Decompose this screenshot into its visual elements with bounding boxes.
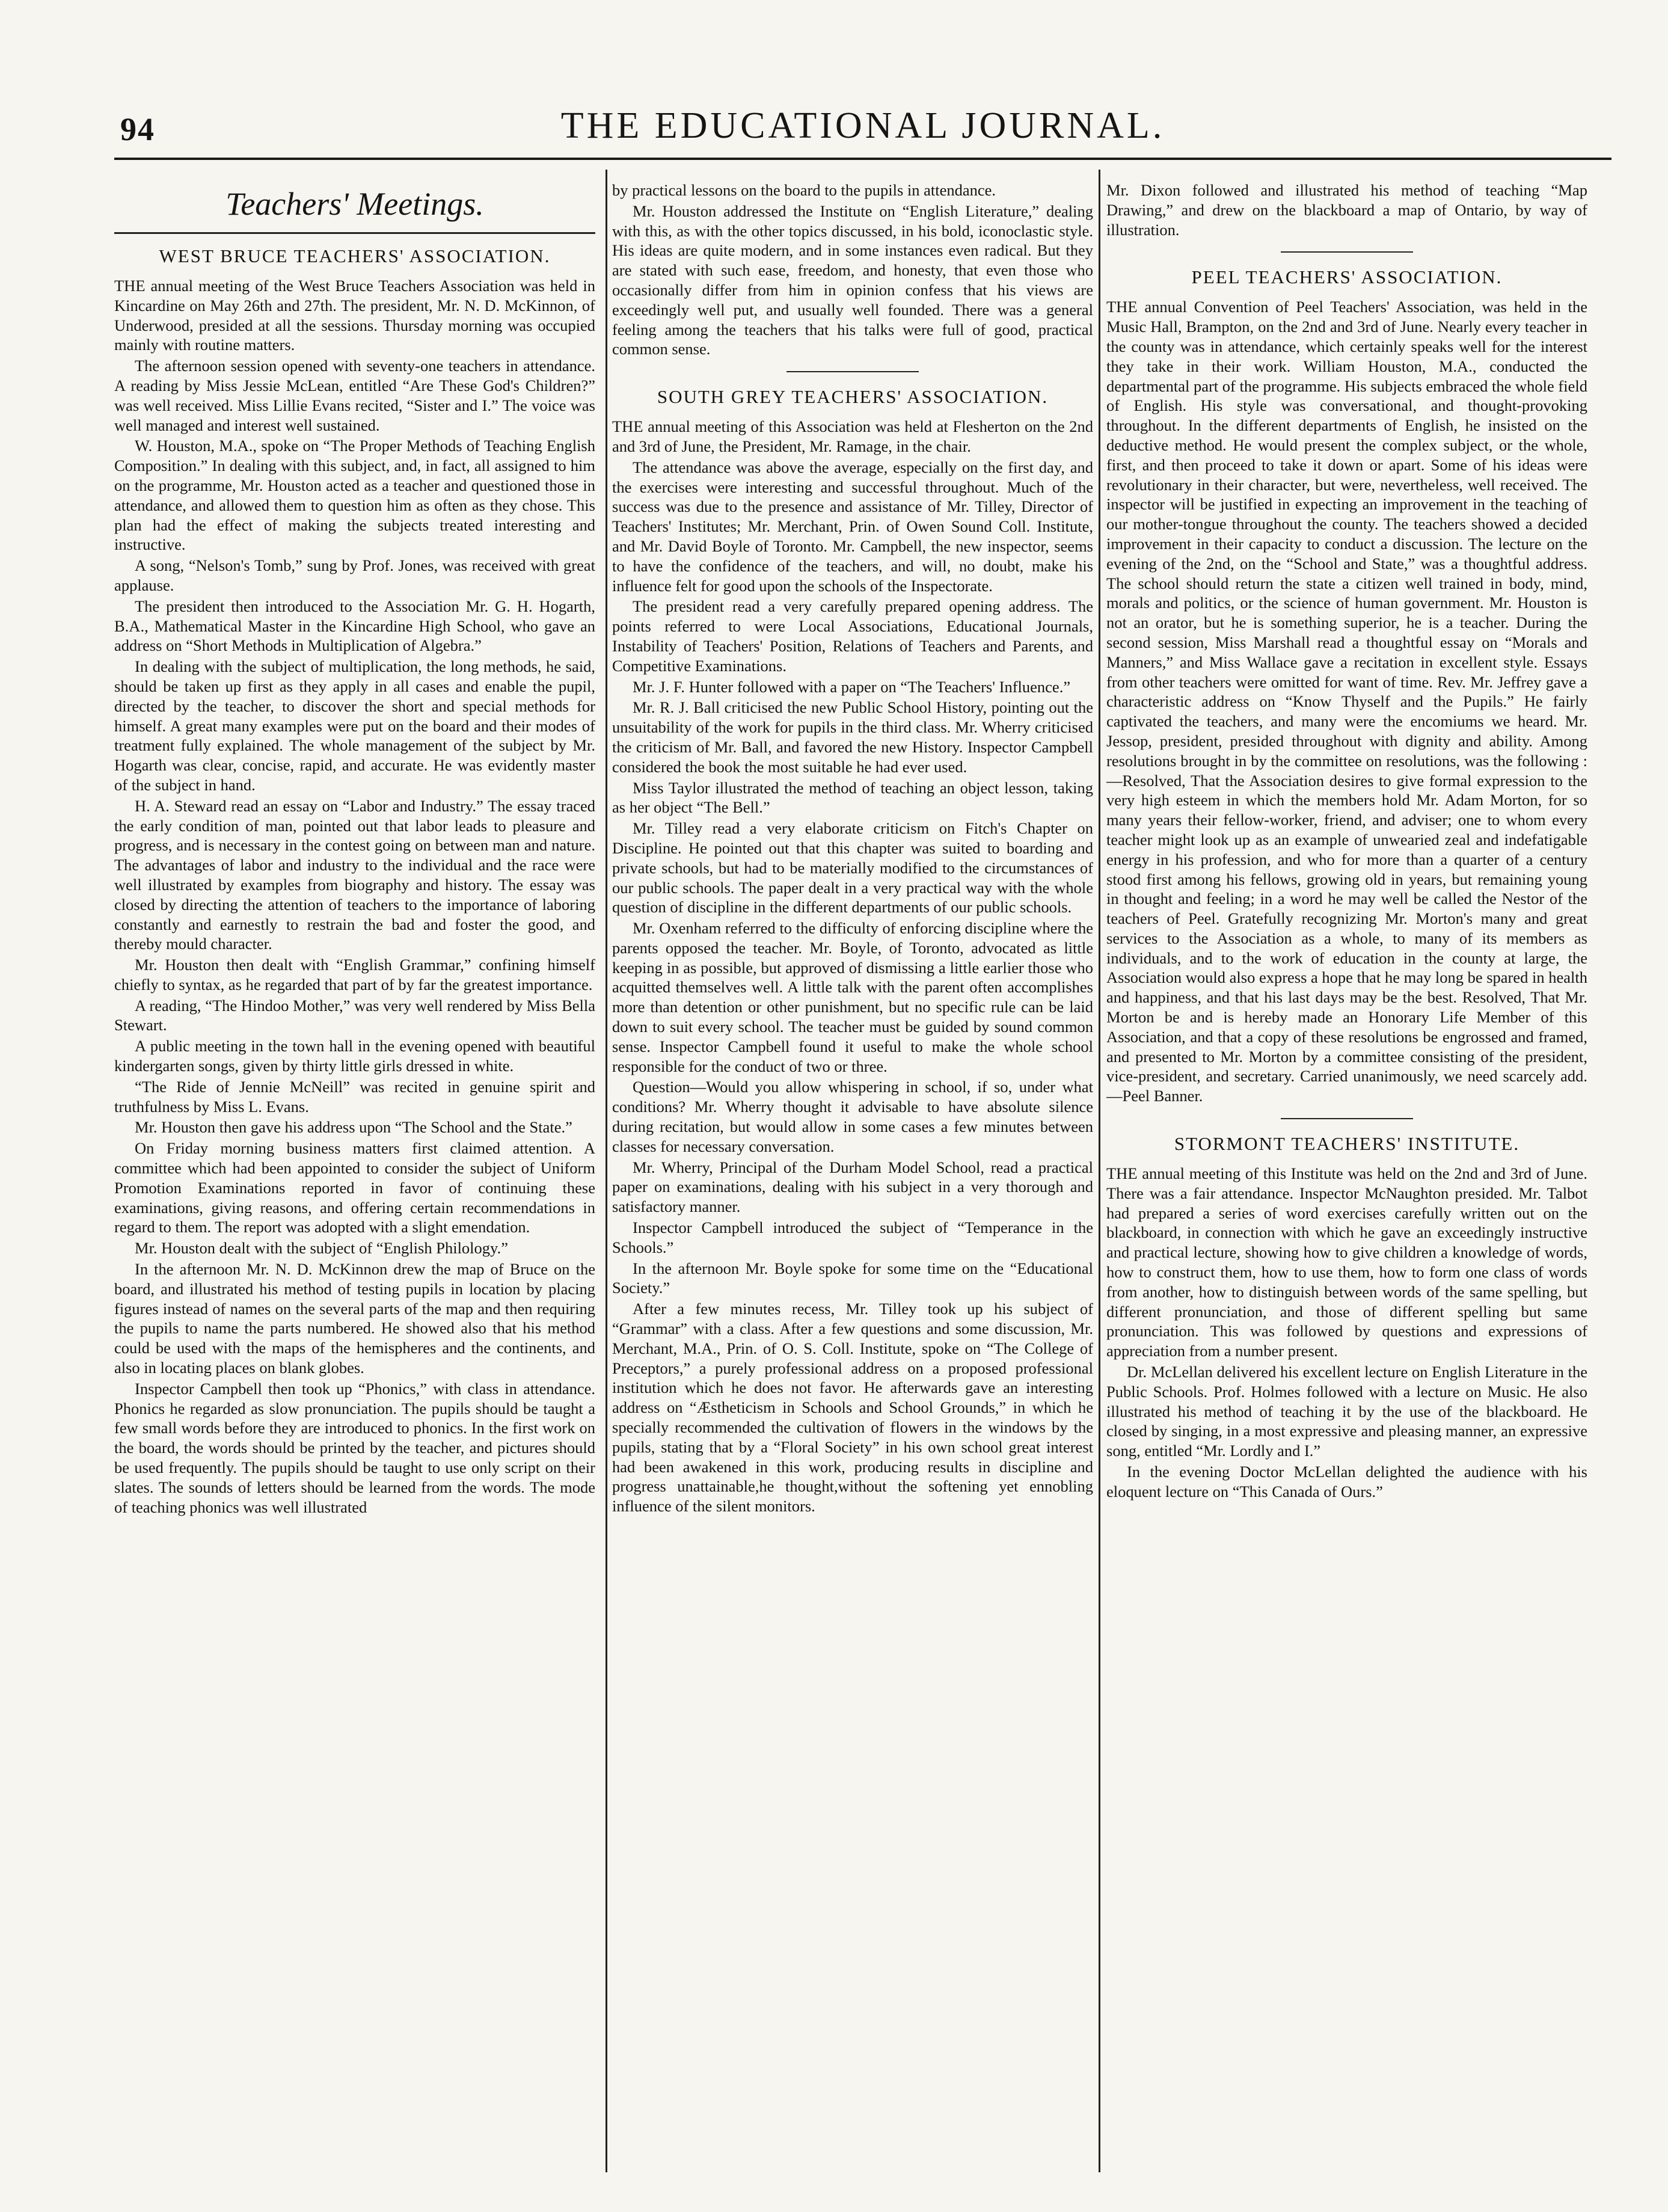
page-heading: Teachers' Meetings. <box>225 186 484 222</box>
section-title-peel: PEEL TEACHERS' ASSOCIATION. <box>1191 266 1503 288</box>
paragraph: A public meeting in the town hall in the evening opened with beautiful kindergarten songs, given by thirty little girls dressed in white. <box>114 1037 595 1075</box>
paragraph: Mr. Tilley read a very elaborate criticism on Fitch's Chapter on Discipline. He pointed out that this chapter was suited to boarding and private schools, but had to be materially modified to the circumstances of our public schools. The paper dealt in a very practical way with the whole question of discipline in the different departments of our public schools. <box>612 819 1093 917</box>
column-divider <box>606 170 607 2172</box>
paragraph: W. Houston, M.A., spoke on “The Proper Methods of Teaching English Composition.” In dealing with this subject, and, in fact, all assigned to him on the programme, Mr. Houston acted as a teacher and questioned those in attendance, and allowed them to question him as often as they chose. This plan had the effect of making the subjects treated interesting and instructive. <box>114 437 595 554</box>
paragraph: by practical lessons on the board to the pupils in attendance. <box>612 181 996 199</box>
section-rule <box>1281 251 1413 253</box>
header-rule <box>114 158 1611 160</box>
journal-title: THE EDUCATIONAL JOURNAL. <box>560 105 1165 146</box>
section-title-stormont: STORMONT TEACHERS' INSTITUTE. <box>1174 1133 1520 1155</box>
paragraph: Mr. Houston dealt with the subject of “English Philology.” <box>135 1239 508 1258</box>
paragraph: The president read a very carefully prepared opening address. The points referred to were Local Associations, Educational Journals, Instability of Teachers' Position, Relations of Teachers and Parents, and Competitive Examinations. <box>612 597 1093 675</box>
paragraph: In the afternoon Mr. Boyle spoke for some time on the “Educational Society.” <box>612 1259 1093 1297</box>
heading-rule <box>114 232 595 234</box>
page-header <box>114 101 1611 155</box>
paragraph: THE annual meeting of this Association was held at Flesherton on the 2nd and 3rd of June, the President, Mr. Ramage, in the chair. <box>612 417 1093 455</box>
paragraph: H. A. Steward read an essay on “Labor and Industry.” The essay traced the early condition of man, pointed out that labor leads to pleasure and progress, and is necessary in the contest going on between man and nature. The advantages of labor and industry to the individual and the race were well illustrated by examples from biography and history. The essay was closed by directing the attention of teachers to the importance of laboring constantly and earnestly to restrain the bad and foster the good, and thereby mould character. <box>114 796 595 953</box>
paragraph: The afternoon session opened with seventy-one teachers in attendance. A reading by Miss Jessie McLean, entitled “Are These God's Children?” was well received. Miss Lillie Evans recited, “Sister and I.” The voice was well managed and interest well sustained. <box>114 357 595 434</box>
paragraph: After a few minutes recess, Mr. Tilley took up his subject of “Grammar” with a class. After a few questions and some discussion, Mr. Merchant, M.A., Prin. of O. S. Coll. Institute, spoke on “The College of Preceptors,” a purely professional address on a proposed professional institution which he does not favor. He afterwards gave an interesting address on “Æstheticism in Schools and School Grounds,” in which he specially recommended the cultivation of flowers in the windows by the pupils, stating that by a “Floral Society” in his own school great interest had been awakened in this work, producing results in discipline and progress unattainable,he thought,without the softening yet ennobling influence of the silent monitors. <box>612 1300 1093 1516</box>
paragraph: Mr. Wherry, Principal of the Durham Model School, read a practical paper on examinations, dealing with his subject in a very thorough and satisfactory manner. <box>612 1158 1093 1216</box>
section-rule <box>1281 1118 1413 1119</box>
paragraph: Mr. Oxenham referred to the difficulty of enforcing discipline where the parents opposed the teacher. Mr. Boyle, of Toronto, advocated as little keeping in as possible, but approved of dismissing a little earlier those who acquitted themselves well. A little talk with the parent often accomplishes more than detention or other punishment, but no specific rule can be laid down to suit every school. The teacher must be guided by sound common sense. Inspector Campbell found it useful to make the whole school responsible for the conduct of two or three. <box>612 919 1093 1075</box>
paragraph: A song, “Nelson's Tomb,” sung by Prof. Jones, was received with great applause. <box>114 556 595 594</box>
paragraph: Mr. Houston addressed the Institute on “English Literature,” dealing with this, as with the other topics discussed, in his bold, iconoclastic style. His ideas are quite modern, and in some instances even radical. But they are stated with such ease, freedom, and honesty, that even those who occasionally differ from him in opinion confess that his views are exceedingly well put, and usually well founded. There was a general feeling among the teachers that his talks were full of good, practical common sense. <box>612 201 1093 358</box>
page-number: 94 <box>120 111 155 147</box>
paragraph: Inspector Campbell introduced the subject of “Temperance in the Schools.” <box>612 1218 1093 1256</box>
paragraph: Inspector Campbell then took up “Phonics,” with class in attendance. Phonics he regarded as slow pronunciation. The pupils should be taught a few small words before they are introduced to phonics. In the first work on the board, the words should be printed by the teacher, and pictures should be used frequently. The pupils should be taught to use only script on their slates. The sounds of letters should be learned from the words. The mode of teaching phonics was well illustrated <box>114 1379 595 1516</box>
column-divider <box>1099 170 1100 2172</box>
section-title-south-grey: SOUTH GREY TEACHERS' ASSOCIATION. <box>657 386 1049 408</box>
paragraph: The attendance was above the average, especially on the first day, and the exercises were interesting and successful throughout. Much of the success was due to the presence and assistance of Mr. Tilley, Director of Teachers' Institutes; Mr. Merchant, Prin. of Owen Sound Coll. Institute, and Mr. David Boyle of Toronto. Mr. Campbell, the new inspector, seems to have the confidence of the teachers, and will, no doubt, make his influence felt for good upon the schools of the Inspectorate. <box>612 458 1093 595</box>
column-3 <box>1106 180 1587 2165</box>
paragraph: Mr. R. J. Ball criticised the new Public School History, pointing out the unsuitability of the work for pupils in the third class. Mr. Wherry criticised the criticism of Mr. Ball, and favored the new History. Inspector Campbell considered the book the most suitable he had ever used. <box>612 698 1093 776</box>
paragraph: In dealing with the subject of multiplication, the long methods, he said, should be taken up first as they apply in all cases and enable the pupil, directed by the teacher, to discover the short and special methods for himself. A great many examples were put on the board and their modes of treatment fully explained. The whole management of the subject by Mr. Hogarth was clear, concise, rapid, and accurate. He was evidently master of the subject in hand. <box>114 657 595 794</box>
paragraph: The president then introduced to the Association Mr. G. H. Hogarth, B.A., Mathematical Master in the Kincardine High School, who gave an address on “Short Methods in Multiplication of Algebra.” <box>114 597 595 655</box>
section-rule <box>786 371 919 372</box>
paragraph: THE annual Convention of Peel Teachers' Association, was held in the Music Hall, Brampton, on the 2nd and 3rd of June. Nearly every teacher in the county was in attendance, which certainly speaks well for the interest they take in their work. William Houston, M.A., conducted the departmental part of the programme. His subjects embraced the whole field of English. His style was conversational, and thought-provoking throughout. In the different departments of English, he insisted on the deductive method. He would present the complex subject, or the whole, first, and then proceed to take it down or apart. Some of his ideas were revolutionary in their character, but were, nevertheless, well received. The inspector will be justified in expecting an improvement in the teaching of our mother-tongue throughout the county. The teachers showed a decided improvement in their capacity to conduct a discussion. The lecture on the evening of the 2nd, on the “School and State,” was a thoughtful address. The school should return the state a citizen well trained in body, mind, morals and politics, or the science of human government. Mr. Houston is not an orator, but he is something superior, he is a teacher. During the second session, Miss Marshall read a thoughtful essay on “Morals and Manners,” and Miss Wallace gave a recitation in excellent style. Essays from other teachers were omitted for want of time. Rev. Mr. Jeffrey gave a characteristic address on “Know Thyself and the Pupils.” He fairly captivated the teachers, and many were the encomiums we heard. Mr. Jessop, president, presided throughout with dignity and ability. Among resolutions brought in by the committee on resolutions, was the following :—Resolved, That the Association desires to give formal expression to the very high esteem in which the members hold Mr. Adam Morton, for so many years their fellow-worker, friend, and adviser; one to whom every teacher might look up as an example of unwearied zeal and indefatigable energy in his profession, and who for more than a quarter of a century stood first among his fellows, growing old in years, but remaining young in thought and feeling; in a word he may well be called the Nestor of the teachers of Peel. Gratefully recognizing Mr. Morton's many and great services to the Association as a whole, to many of its members as individuals, and to the work of education in the county at large, the Association would also express a hope that he may long be spared in health and happiness, and that his last days may be the best. Resolved, That Mr. Morton be and is hereby made an Honorary Life Member of this Association, and that a copy of these resolutions be engrossed and framed, and presented to Mr. Morton by a committee consisting of the president, vice-president, and secretary. Carried unanimously, we need scarcely add.—Peel Banner. <box>1106 298 1587 1105</box>
paragraph: Mr. Houston then gave his address upon “The School and the State.” <box>135 1118 572 1137</box>
paragraph: On Friday morning business matters first claimed attention. A committee which had been appointed to consider the subject of Uniform Promotion Examinations reported in favor of continuing these examinations, giving reasons, and offering certain recommendations in regard to them. The report was adopted with a slight emendation. <box>114 1139 595 1237</box>
paragraph: THE annual meeting of this Institute was held on the 2nd and 3rd of June. There was a fair attendance. Inspector McNaughton presided. Mr. Talbot had prepared a series of word exercises carefully written out on the blackboard, in connection with which he gave an exceedingly instructive and practical lecture, showing how to give children a knowledge of words, how to construct them, how to use them, how to form one class of words from another, how to distinguish between words of the same spelling, but different pronunciation, and those of different spelling but same pronunciation. This was followed by questions and expressions of appreciation from a number present. <box>1106 1164 1587 1360</box>
paragraph: Miss Taylor illustrated the method of teaching an object lesson, taking as her object “The Bell.” <box>612 778 1093 817</box>
paragraph: Mr. Dixon followed and illustrated his method of teaching “Map Drawing,” and drew on the blackboard a map of Ontario, by way of illustration. <box>1106 181 1587 239</box>
paragraph: THE annual meeting of the West Bruce Teachers Association was held in Kincardine on May 26th and 27th. The president, Mr. N. D. McKinnon, of Underwood, presided at all the sessions. Thursday morning was occupied mainly with routine matters. <box>114 277 595 354</box>
section-title-west-bruce: WEST BRUCE TEACHERS' ASSOCIATION. <box>159 245 551 266</box>
column-1 <box>114 180 595 2165</box>
paragraph: In the afternoon Mr. N. D. McKinnon drew the map of Bruce on the board, and illustrated his method of testing pupils in location by placing figures instead of names on the several parts of the map and then requiring the pupils to name the parts numbered. He showed also that his method could be used with the maps of the hemispheres and the continents, and also in locating places on blank globes. <box>114 1260 595 1377</box>
paragraph: In the evening Doctor McLellan delighted the audience with his eloquent lecture on “This Canada of Ours.” <box>1106 1463 1587 1501</box>
paragraph: Dr. McLellan delivered his excellent lecture on English Literature in the Public Schools. Prof. Holmes followed with a lecture on Music. He also illustrated his method of teaching it by the use of the blackboard. He closed by singing, in a most expressive and pleasing manner, an expressive song, entitled “Mr. Lordly and I.” <box>1106 1363 1587 1460</box>
paragraph: Mr. J. F. Hunter followed with a paper on “The Teachers' Influence.” <box>633 677 1071 696</box>
paragraph: “The Ride of Jennie McNeill” was recited in genuine spirit and truthfulness by Miss L. Evans. <box>114 1077 595 1116</box>
paragraph: Mr. Houston then dealt with “English Grammar,” confining himself chiefly to syntax, as he regarded that part of by far the greatest importance. <box>114 956 595 994</box>
column-2 <box>612 180 1093 2165</box>
paragraph: A reading, “The Hindoo Mother,” was very well rendered by Miss Bella Stewart. <box>114 996 595 1034</box>
paragraph: Question—Would you allow whispering in school, if so, under what conditions? Mr. Wherry thought it advisable to have absolute silence during recitation, but would allow in some cases a few minutes between classes for necessary conversation. <box>612 1078 1093 1155</box>
